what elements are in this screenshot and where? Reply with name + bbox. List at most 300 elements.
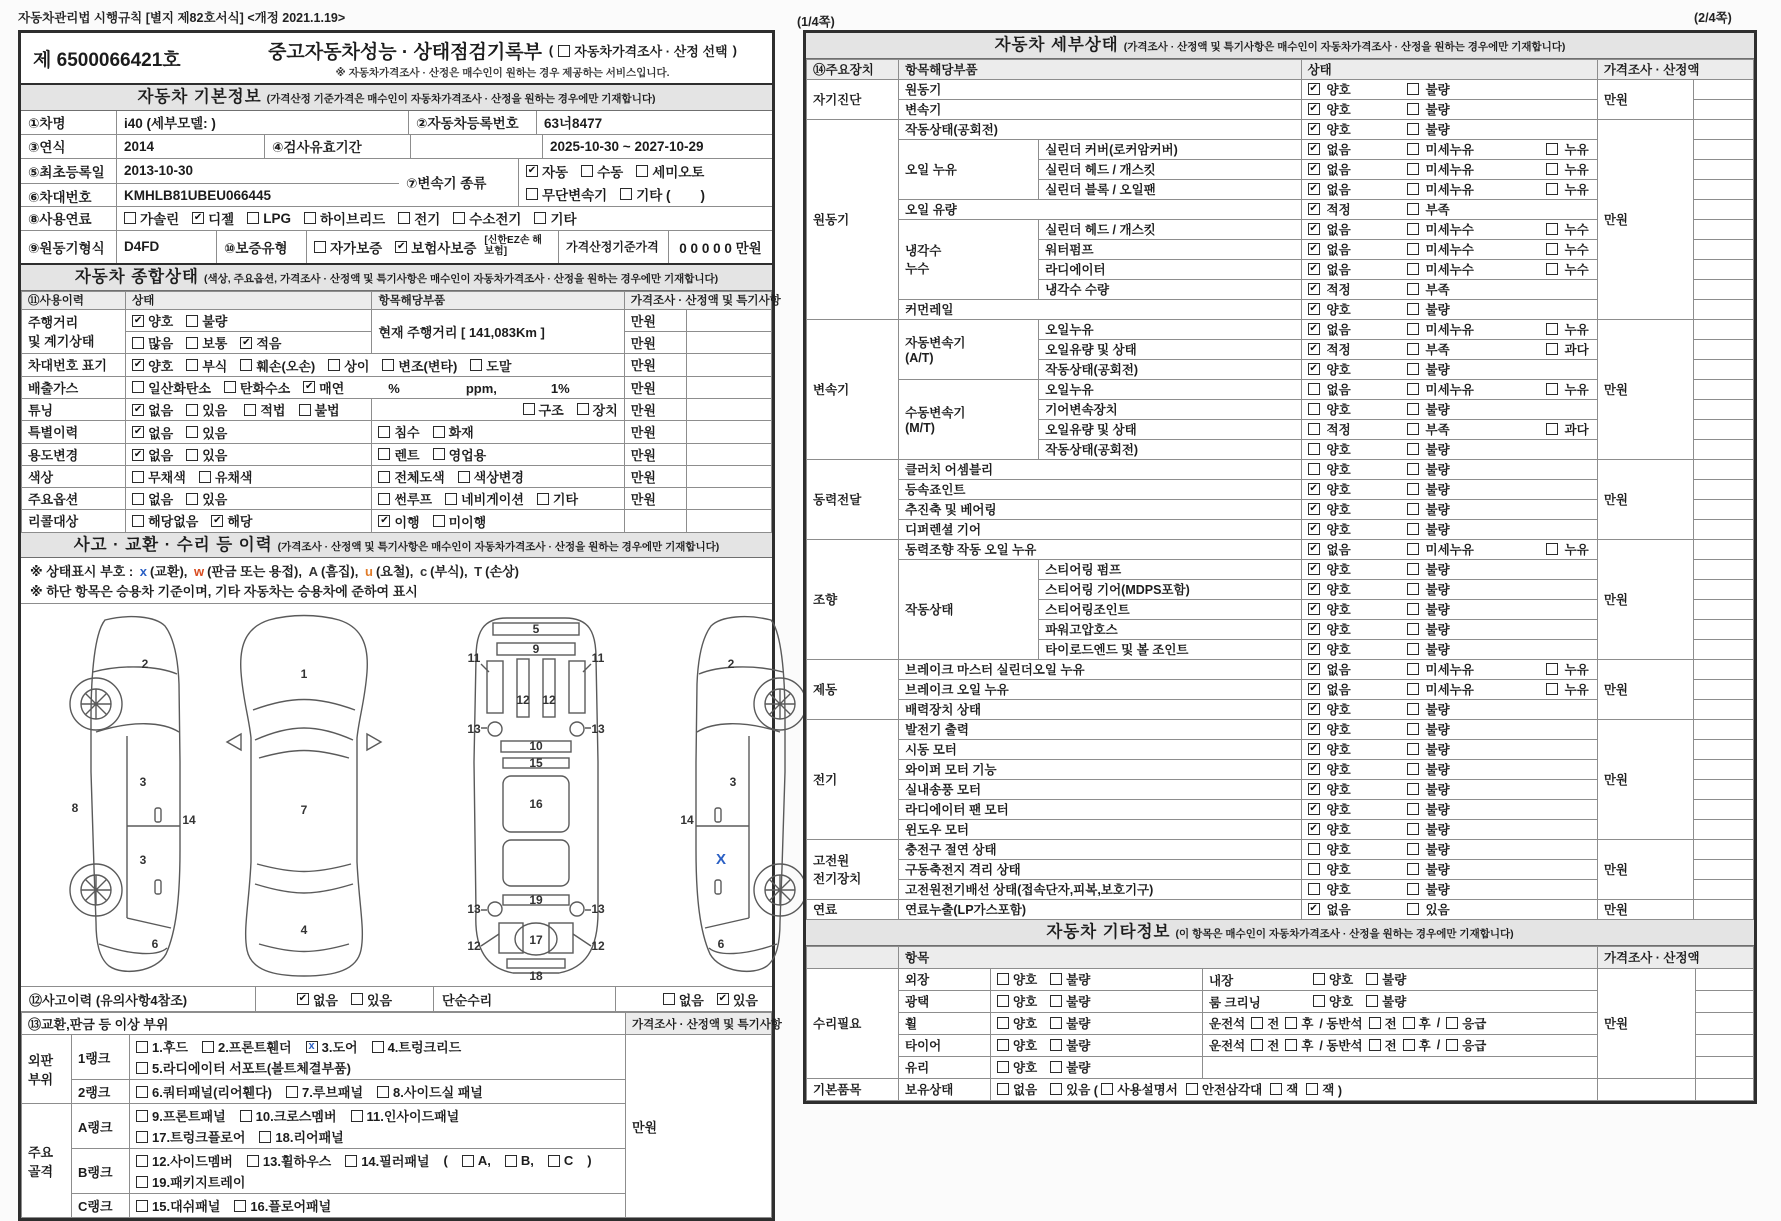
checkbox[interactable] (1546, 343, 1558, 355)
checkbox[interactable] (1050, 995, 1062, 1007)
checkbox[interactable] (1050, 1039, 1062, 1051)
checkbox[interactable] (537, 493, 549, 505)
checkbox-option[interactable] (1050, 1014, 1090, 1032)
checkbox[interactable] (186, 404, 198, 416)
checkbox-option[interactable] (1050, 1058, 1090, 1076)
checkbox[interactable] (186, 493, 198, 505)
checkbox[interactable] (526, 188, 538, 200)
checkbox[interactable] (997, 973, 1009, 985)
checkbox-option[interactable] (377, 1082, 483, 1101)
checkbox[interactable] (378, 426, 390, 438)
checkbox[interactable] (1403, 1017, 1415, 1029)
checkbox[interactable] (1407, 803, 1419, 815)
checkbox-option[interactable] (132, 467, 186, 486)
checkbox[interactable] (1407, 143, 1419, 155)
checkbox-option[interactable] (132, 489, 173, 508)
checkbox[interactable]: ✔ (1309, 303, 1318, 315)
checkbox[interactable] (1407, 363, 1419, 375)
checkbox[interactable]: ✔ (304, 381, 314, 393)
checkbox[interactable] (470, 359, 482, 371)
field-reg-no-value[interactable]: 63너8477 (544, 116, 603, 132)
checkbox[interactable] (433, 448, 445, 460)
checkbox[interactable] (1407, 123, 1419, 135)
checkbox-option[interactable] (1407, 200, 1533, 218)
checkbox[interactable]: ✔ (396, 240, 406, 252)
field-first-reg-value[interactable]: 2013-10-30 (124, 163, 194, 179)
checkbox-option[interactable] (1407, 640, 1533, 658)
checkbox-option[interactable] (1407, 160, 1533, 178)
checkbox-option[interactable] (1308, 640, 1394, 658)
checkbox[interactable]: ✔ (133, 426, 143, 438)
checkbox[interactable] (1407, 683, 1419, 695)
checkbox-option[interactable] (1407, 660, 1533, 678)
checkbox-option[interactable] (581, 161, 623, 181)
checkbox-option[interactable] (247, 211, 291, 226)
checkbox[interactable] (382, 359, 394, 371)
checkbox[interactable] (1407, 83, 1419, 95)
checkbox[interactable] (1308, 423, 1320, 435)
checkbox[interactable]: ✔ (1309, 143, 1318, 155)
checkbox-option[interactable] (1050, 992, 1090, 1010)
checkbox-option[interactable] (240, 333, 281, 352)
checkbox[interactable] (1313, 973, 1325, 985)
checkbox[interactable]: ✔ (1309, 243, 1318, 255)
checkbox-option[interactable] (1546, 180, 1589, 198)
checkbox-option[interactable] (548, 1153, 573, 1168)
checkbox[interactable] (997, 1061, 1009, 1073)
checkbox-option[interactable] (132, 445, 173, 464)
checkbox[interactable]: ✔ (718, 993, 728, 1005)
checkbox-option[interactable] (1308, 780, 1394, 798)
checkbox-option[interactable] (1407, 460, 1533, 478)
checkbox-option[interactable] (1407, 180, 1533, 198)
checkbox[interactable] (445, 493, 457, 505)
checkbox[interactable] (581, 165, 593, 177)
checkbox-option[interactable] (997, 992, 1037, 1010)
checkbox-option[interactable] (378, 489, 432, 508)
checkbox[interactable] (1407, 503, 1419, 515)
checkbox-option[interactable] (1546, 660, 1589, 678)
checkbox[interactable] (132, 493, 144, 505)
checkbox-option[interactable] (1308, 80, 1394, 98)
checkbox[interactable] (132, 515, 144, 527)
checkbox[interactable] (997, 995, 1009, 1007)
checkbox-option[interactable] (1407, 840, 1533, 858)
checkbox-option[interactable] (997, 1036, 1037, 1054)
checkbox[interactable]: ✔ (1309, 283, 1318, 295)
checkbox[interactable] (1308, 863, 1320, 875)
checkbox-option[interactable] (351, 1106, 460, 1125)
checkbox[interactable] (1407, 483, 1419, 495)
checkbox-option[interactable] (1546, 240, 1589, 258)
checkbox-option[interactable] (186, 356, 227, 375)
checkbox[interactable] (1369, 1039, 1381, 1051)
checkbox-option[interactable] (1407, 420, 1533, 438)
checkbox-option[interactable] (1308, 260, 1394, 278)
checkbox[interactable]: ✔ (1309, 123, 1318, 135)
checkbox-option[interactable] (1407, 540, 1533, 558)
checkbox-option[interactable] (132, 333, 173, 352)
field-year-value[interactable]: 2014 (117, 135, 265, 158)
checkbox-option[interactable] (462, 1153, 491, 1168)
checkbox-option[interactable] (372, 1037, 462, 1056)
checkbox-option[interactable] (1407, 820, 1533, 838)
checkbox[interactable] (1407, 263, 1419, 275)
checkbox[interactable] (1308, 883, 1320, 895)
checkbox-option[interactable] (240, 356, 315, 375)
checkbox[interactable] (186, 315, 198, 327)
checkbox-option[interactable] (286, 1082, 363, 1101)
checkbox[interactable] (199, 471, 211, 483)
checkbox[interactable] (372, 1041, 384, 1053)
checkbox-option[interactable] (997, 970, 1037, 988)
checkbox[interactable]: ✔ (1309, 823, 1318, 835)
checkbox[interactable]: ✔ (242, 336, 251, 348)
checkbox[interactable] (1407, 303, 1419, 315)
checkbox[interactable]: ✔ (1309, 223, 1318, 235)
checkbox-option[interactable] (1101, 1080, 1177, 1098)
checkbox[interactable] (136, 1131, 148, 1143)
checkbox-option[interactable] (247, 1151, 331, 1170)
checkbox-option[interactable] (306, 1037, 358, 1056)
checkbox-option[interactable] (1186, 1080, 1262, 1098)
checkbox-option[interactable] (1407, 780, 1533, 798)
checkbox-option[interactable] (136, 1106, 226, 1125)
checkbox-option[interactable] (1050, 1080, 1090, 1098)
checkbox-option[interactable] (1251, 1036, 1279, 1054)
checkbox[interactable]: ✔ (1309, 503, 1318, 515)
checkbox[interactable] (136, 1062, 148, 1074)
checkbox[interactable] (1546, 383, 1558, 395)
checkbox-option[interactable] (1308, 140, 1394, 158)
checkbox-option[interactable] (1407, 480, 1533, 498)
checkbox-option[interactable] (537, 489, 578, 508)
checkbox-option[interactable] (1313, 992, 1353, 1010)
checkbox[interactable] (259, 1131, 271, 1143)
checkbox[interactable] (1050, 1017, 1062, 1029)
checkbox-option[interactable] (1407, 600, 1533, 618)
checkbox-option[interactable] (1270, 1080, 1298, 1098)
checkbox-option[interactable] (1407, 520, 1533, 538)
checkbox[interactable] (234, 1200, 246, 1212)
checkbox[interactable] (577, 403, 589, 415)
checkbox-option[interactable] (1308, 240, 1394, 258)
checkbox[interactable] (1407, 863, 1419, 875)
checkbox-option[interactable] (523, 400, 564, 419)
checkbox-option[interactable] (1366, 970, 1406, 988)
checkbox[interactable] (433, 515, 445, 527)
checkbox[interactable] (1251, 1017, 1263, 1029)
checkbox-option[interactable] (1308, 520, 1394, 538)
checkbox-option[interactable] (1407, 220, 1533, 238)
checkbox[interactable] (1546, 223, 1558, 235)
checkbox-option[interactable] (297, 990, 338, 1009)
checkbox[interactable]: ✔ (1309, 583, 1318, 595)
checkbox-option[interactable] (1308, 420, 1394, 438)
checkbox-option[interactable] (186, 423, 227, 442)
checkbox-option[interactable] (378, 445, 419, 464)
checkbox[interactable] (433, 426, 445, 438)
checkbox[interactable]: ✔ (1309, 203, 1318, 215)
checkbox[interactable] (1285, 1017, 1297, 1029)
checkbox-option[interactable] (1407, 380, 1533, 398)
checkbox-option[interactable] (1407, 740, 1533, 758)
checkbox[interactable]: ✔ (133, 314, 143, 326)
checkbox-option[interactable] (1308, 580, 1394, 598)
field-vin-value[interactable]: KMHLB81UBEU066445 (124, 188, 272, 204)
checkbox[interactable] (1308, 403, 1320, 415)
checkbox-option[interactable] (470, 356, 511, 375)
checkbox-option[interactable] (1308, 900, 1394, 918)
checkbox-option[interactable] (1285, 1014, 1313, 1032)
checkbox-option[interactable] (1407, 300, 1533, 318)
checkbox-option[interactable] (1407, 700, 1533, 718)
checkbox-option[interactable] (997, 1080, 1037, 1098)
checkbox[interactable]: ✔ (380, 515, 389, 527)
field-inspection-value[interactable]: 2025-10-30 ~ 2027-10-29 (550, 138, 704, 154)
checkbox-option[interactable] (1407, 340, 1533, 358)
checkbox[interactable] (1407, 563, 1419, 575)
checkbox[interactable]: ✔ (1309, 803, 1318, 815)
checkbox-option[interactable] (1546, 380, 1589, 398)
checkbox[interactable] (1308, 463, 1320, 475)
checkbox-option[interactable] (382, 356, 457, 375)
checkbox-option[interactable] (234, 1196, 331, 1215)
checkbox-option[interactable] (620, 184, 705, 204)
checkbox[interactable]: ✔ (1309, 683, 1318, 695)
checkbox[interactable]: x (306, 1041, 318, 1053)
checkbox[interactable] (1407, 783, 1419, 795)
checkbox-option[interactable] (378, 467, 444, 486)
checkbox-option[interactable] (132, 423, 173, 442)
checkbox-option[interactable] (1308, 460, 1394, 478)
checkbox[interactable] (1407, 323, 1419, 335)
checkbox-option[interactable] (1308, 300, 1394, 318)
checkbox-option[interactable] (1446, 1036, 1486, 1054)
checkbox[interactable] (1186, 1083, 1198, 1095)
checkbox-option[interactable] (1050, 970, 1090, 988)
checkbox-option[interactable] (1308, 800, 1394, 818)
checkbox-option[interactable] (1407, 800, 1533, 818)
checkbox[interactable]: ✔ (1309, 163, 1318, 175)
checkbox[interactable] (398, 212, 410, 224)
checkbox[interactable] (240, 1110, 252, 1122)
checkbox[interactable] (1369, 1017, 1381, 1029)
checkbox-option[interactable] (1308, 660, 1394, 678)
checkbox-option[interactable] (1407, 720, 1533, 738)
checkbox-option[interactable] (1407, 620, 1533, 638)
checkbox[interactable] (1101, 1083, 1113, 1095)
checkbox[interactable] (1313, 995, 1325, 1007)
checkbox-option[interactable] (1446, 1014, 1486, 1032)
checkbox[interactable]: ✔ (1309, 903, 1318, 915)
checkbox-option[interactable] (1308, 880, 1394, 898)
checkbox-option[interactable] (192, 208, 234, 228)
checkbox-option[interactable] (186, 333, 227, 352)
checkbox[interactable] (1407, 823, 1419, 835)
checkbox[interactable] (1251, 1039, 1263, 1051)
checkbox[interactable] (1546, 323, 1558, 335)
checkbox-option[interactable] (1251, 1014, 1279, 1032)
checkbox-option[interactable] (378, 512, 419, 531)
checkbox-option[interactable] (304, 208, 385, 228)
checkbox-option[interactable] (433, 445, 487, 464)
checkbox-option[interactable] (1369, 1014, 1397, 1032)
checkbox-option[interactable] (124, 208, 179, 228)
checkbox[interactable] (286, 1086, 298, 1098)
checkbox-option[interactable] (1308, 680, 1394, 698)
checkbox[interactable] (378, 448, 390, 460)
checkbox[interactable]: ✔ (1309, 343, 1318, 355)
checkbox-option[interactable] (433, 422, 474, 441)
checkbox[interactable] (345, 1155, 357, 1167)
checkbox[interactable] (1546, 243, 1558, 255)
checkbox-option[interactable] (1308, 380, 1394, 398)
checkbox[interactable] (132, 381, 144, 393)
checkbox[interactable] (663, 993, 675, 1005)
checkbox-option[interactable] (1308, 340, 1394, 358)
checkbox-option[interactable] (132, 356, 173, 375)
checkbox-option[interactable] (1546, 260, 1589, 278)
checkbox-option[interactable] (526, 184, 607, 204)
checkbox[interactable]: ✔ (1309, 763, 1318, 775)
checkbox-option[interactable] (717, 990, 758, 1009)
checkbox-option[interactable] (636, 161, 704, 181)
checkbox[interactable] (1546, 143, 1558, 155)
checkbox-option[interactable] (199, 467, 253, 486)
checkbox-option[interactable] (1308, 560, 1394, 578)
checkbox-option[interactable] (345, 1151, 429, 1170)
checkbox[interactable] (505, 1155, 517, 1167)
checkbox-option[interactable] (1308, 120, 1394, 138)
checkbox[interactable] (1407, 423, 1419, 435)
checkbox-option[interactable] (1308, 760, 1394, 778)
checkbox-option[interactable] (1407, 440, 1533, 458)
checkbox[interactable] (1407, 283, 1419, 295)
checkbox-option[interactable] (211, 511, 252, 530)
checkbox[interactable]: ✔ (1309, 743, 1318, 755)
checkbox-option[interactable] (1313, 970, 1353, 988)
checkbox[interactable] (1407, 103, 1419, 115)
checkbox-option[interactable] (1546, 220, 1589, 238)
field-car-name-value[interactable]: i40 (세부모델: ) (117, 111, 409, 134)
checkbox[interactable] (1308, 383, 1320, 395)
checkbox[interactable]: ✔ (1309, 543, 1318, 555)
checkbox-option[interactable] (1407, 320, 1533, 338)
checkbox-option[interactable] (1308, 480, 1394, 498)
checkbox-option[interactable] (997, 1058, 1037, 1076)
checkbox[interactable]: ✔ (1309, 483, 1318, 495)
checkbox[interactable]: ✔ (1309, 263, 1318, 275)
checkbox[interactable] (1407, 243, 1419, 255)
checkbox[interactable]: ✔ (193, 212, 203, 224)
checkbox-option[interactable] (433, 512, 487, 531)
checkbox-option[interactable] (1546, 160, 1589, 178)
field-engine-type-value[interactable]: D4FD (117, 231, 217, 263)
checkbox[interactable] (548, 1155, 560, 1167)
checkbox[interactable] (458, 471, 470, 483)
checkbox[interactable]: ✔ (1309, 723, 1318, 735)
checkbox[interactable] (1407, 843, 1419, 855)
checkbox[interactable] (244, 404, 256, 416)
checkbox-option[interactable] (1308, 740, 1394, 758)
checkbox-option[interactable] (534, 208, 576, 228)
checkbox[interactable] (304, 212, 316, 224)
checkbox[interactable]: ✔ (213, 514, 222, 526)
checkbox-option[interactable] (136, 1082, 272, 1101)
checkbox[interactable] (299, 404, 311, 416)
checkbox-option[interactable] (132, 511, 198, 530)
checkbox-option[interactable] (526, 161, 568, 181)
checkbox[interactable] (1546, 423, 1558, 435)
checkbox[interactable] (378, 493, 390, 505)
checkbox-option[interactable] (1546, 320, 1589, 338)
checkbox[interactable] (523, 403, 535, 415)
checkbox[interactable] (620, 188, 632, 200)
checkbox-option[interactable] (186, 400, 227, 419)
checkbox-option[interactable] (136, 1127, 245, 1146)
checkbox-option[interactable] (1407, 500, 1533, 518)
checkbox[interactable]: ✔ (1309, 603, 1318, 615)
checkbox[interactable] (1407, 583, 1419, 595)
checkbox-option[interactable] (1308, 440, 1394, 458)
checkbox-option[interactable] (1407, 860, 1533, 878)
checkbox-option[interactable] (558, 41, 727, 60)
checkbox-option[interactable] (328, 356, 369, 375)
checkbox[interactable] (1306, 1083, 1318, 1095)
checkbox-option[interactable] (1403, 1014, 1431, 1032)
checkbox-option[interactable] (136, 1058, 351, 1077)
checkbox[interactable] (997, 1083, 1009, 1095)
checkbox[interactable] (1446, 1017, 1458, 1029)
checkbox[interactable] (534, 212, 546, 224)
checkbox[interactable]: ✔ (1309, 703, 1318, 715)
checkbox[interactable]: ✔ (1309, 643, 1318, 655)
checkbox-option[interactable] (1308, 840, 1394, 858)
checkbox-option[interactable] (1407, 240, 1533, 258)
checkbox[interactable] (136, 1155, 148, 1167)
checkbox[interactable] (1050, 973, 1062, 985)
checkbox-option[interactable] (378, 422, 419, 441)
checkbox[interactable] (132, 337, 144, 349)
checkbox[interactable] (1407, 663, 1419, 675)
checkbox[interactable] (186, 359, 198, 371)
checkbox-option[interactable] (1407, 900, 1533, 918)
checkbox-option[interactable] (1407, 120, 1533, 138)
checkbox-option[interactable] (1407, 580, 1533, 598)
checkbox-option[interactable] (1308, 500, 1394, 518)
checkbox-option[interactable] (1407, 760, 1533, 778)
checkbox[interactable] (997, 1017, 1009, 1029)
checkbox-option[interactable] (577, 400, 618, 419)
checkbox[interactable]: ✔ (1309, 83, 1318, 95)
checkbox-option[interactable] (1407, 100, 1533, 118)
checkbox-option[interactable] (663, 990, 704, 1009)
checkbox-option[interactable] (1308, 860, 1394, 878)
checkbox[interactable] (202, 1041, 214, 1053)
checkbox-option[interactable] (445, 489, 524, 508)
checkbox-option[interactable] (240, 1106, 337, 1125)
checkbox-option[interactable] (1403, 1036, 1431, 1054)
checkbox-option[interactable] (132, 378, 211, 397)
checkbox[interactable] (1407, 343, 1419, 355)
checkbox[interactable] (1407, 743, 1419, 755)
checkbox[interactable] (1407, 623, 1419, 635)
checkbox-option[interactable] (997, 1014, 1037, 1032)
checkbox[interactable] (1546, 183, 1558, 195)
checkbox[interactable] (136, 1110, 148, 1122)
checkbox-option[interactable] (1308, 200, 1394, 218)
